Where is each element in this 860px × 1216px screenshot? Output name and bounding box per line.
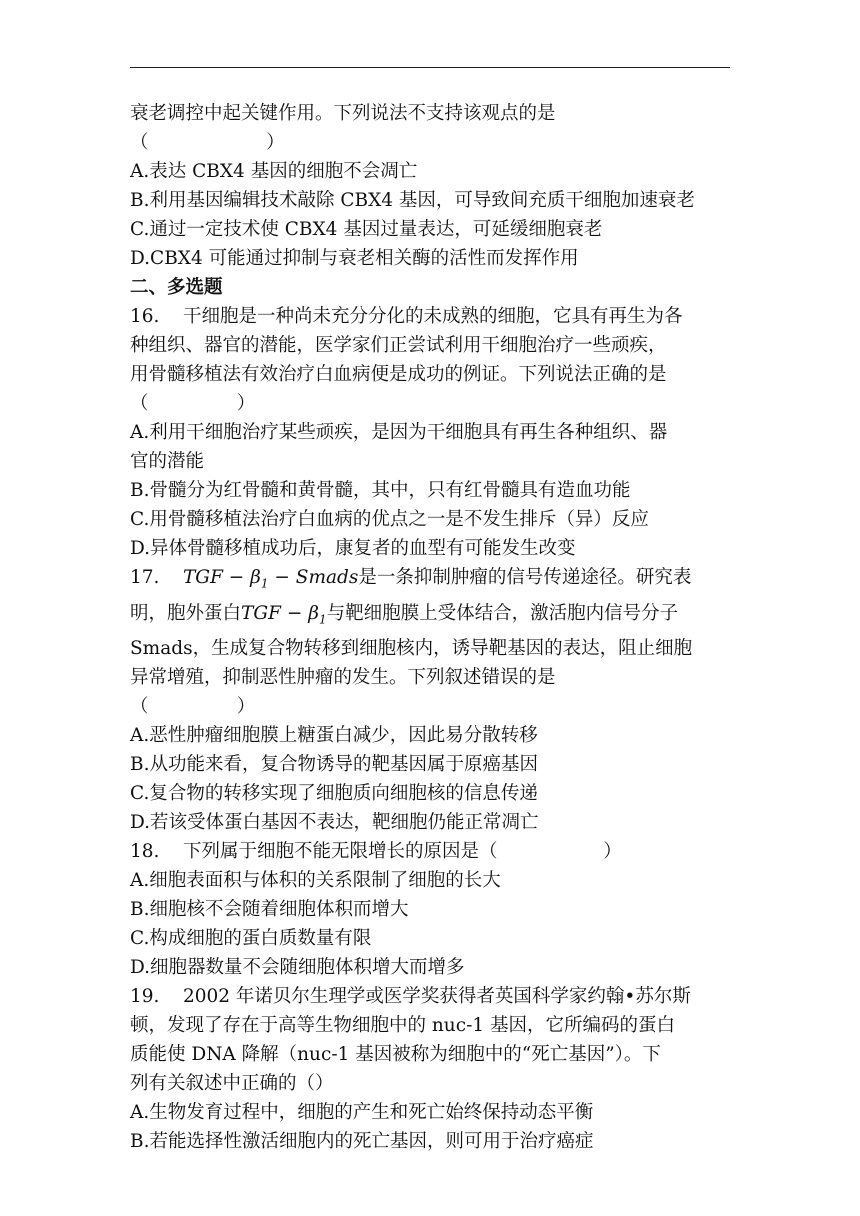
q15-option-d: D.CBX4 可能通过抑制与衰老相关酶的活性而发挥作用 [130, 248, 579, 269]
q15-option-c: C.通过一定技术使 CBX4 基因过量表达，可延缓细胞衰老 [130, 219, 603, 240]
q16-stem-line3: 用骨髓移植法有效治疗白血病便是成功的例证。下列说法正确的是 [130, 364, 667, 385]
q19-stem-line3: 质能使 DNA 降解（nuc-1 基因被称为细胞中的“死亡基因”）。下 [130, 1044, 661, 1066]
q16-option-a: A.利用干细胞治疗某些顽疾，是因为干细胞具有再生各种组织、器 [130, 422, 668, 443]
q17-option-c: C.复合物的转移实现了细胞质向细胞核的信息传递 [130, 783, 538, 805]
q17-line2-post: 与靶细胞膜上受体结合，激活胞内信号分子 [326, 602, 679, 624]
q17-line1-text: 是一条抑制肿瘤的信号传递途径。研究表 [358, 567, 692, 588]
q17-stem-line3: Smads，生成复合物转移到细胞核内，诱导靶基因的表达，阻止细胞 [130, 638, 693, 660]
q18-option-c: C.构成细胞的蛋白质数量有限 [130, 928, 372, 950]
q17-number: 17. [130, 567, 183, 588]
q16-stem-line2: 种组织、器官的潜能，医学家们正尝试利用干细胞治疗一些顽疾， [130, 335, 667, 356]
q19-option-b: B.若能选择性激活细胞内的死亡基因，则可用于治疗癌症 [130, 1131, 594, 1153]
header-rule [130, 67, 730, 68]
q15-option-a: A.表达 CBX4 基因的细胞不会凋亡 [130, 161, 418, 182]
q16-option-c: C.用骨髓移植法治疗白血病的优点之一是不发生排斥（异）反应 [130, 509, 649, 530]
q17-line2-pre: 明，胞外蛋白 [130, 602, 242, 624]
q17-stem-line2 [130, 599, 730, 635]
q17-formula-smads: − Smads [268, 567, 359, 588]
section-title: 二、多选题 [130, 277, 223, 298]
q15-answer-bracket: （ ） [130, 132, 285, 153]
q17-formula-tgf: TGF − β [182, 567, 261, 588]
q19-stem-line2: 顿，发现了存在于高等生物细胞中的 nuc-1 基因，它所编码的蛋白 [130, 1015, 675, 1037]
q17-option-a: A.恶性肿瘤细胞膜上糖蛋白减少，因此易分散转移 [130, 725, 538, 747]
q17-formula-sub: 1 [260, 576, 269, 591]
q19-option-a: A.生物发育过程中，细胞的产生和死亡始终保持动态平衡 [130, 1102, 594, 1124]
q19-stem-line1: 19. 2002 年诺贝尔生理学或医学奖获得者英国科学家约翰•苏尔斯 [130, 986, 691, 1008]
q17-stem-line1 [130, 563, 730, 599]
document-body [130, 99, 730, 1156]
q16-stem-line1: 16. 干细胞是一种尚未充分分化的未成熟的细胞，它具有再生为各 [130, 306, 683, 327]
q17-formula-tgf-2: TGF − β [241, 602, 319, 624]
q17-formula-sub-2: 1 [318, 612, 327, 627]
q15-stem-tail: 衰老调控中起关键作用。下列说法不支持该观点的是 [130, 103, 556, 124]
q16-option-b: B.骨髓分为红骨髓和黄骨髓，其中，只有红骨髓具有造血功能 [130, 480, 631, 501]
q16-answer-bracket: （ ） [130, 393, 256, 414]
q19-stem-line4: 列有关叙述中正确的（） [130, 1073, 334, 1095]
q18-option-a: A.细胞表面积与体积的关系限制了细胞的长大 [130, 870, 501, 892]
q17-stem-line4: 异常增殖，抑制恶性肿瘤的发生。下列叙述错误的是 [130, 667, 556, 689]
q16-option-d: D.异体骨髓移植成功后，康复者的血型有可能发生改变 [130, 538, 576, 559]
q18-stem: 18. 下列属于细胞不能无限增长的原因是（ ） [130, 841, 622, 863]
q17-answer-bracket: （ ） [130, 696, 256, 718]
q17-option-d: D.若该受体蛋白基因不表达，靶细胞仍能正常凋亡 [130, 812, 539, 834]
q18-option-b: B.细胞核不会随着细胞体积而增大 [130, 899, 409, 921]
q16-option-a-cont: 官的潜能 [130, 451, 205, 472]
q17-option-b: B.从功能来看，复合物诱导的靶基因属于原癌基因 [130, 754, 538, 776]
q18-option-d: D.细胞器数量不会随细胞体积增大而增多 [130, 957, 465, 979]
q15-option-b: B.利用基因编辑技术敲除 CBX4 基因，可导致间充质干细胞加速衰老 [130, 190, 695, 211]
